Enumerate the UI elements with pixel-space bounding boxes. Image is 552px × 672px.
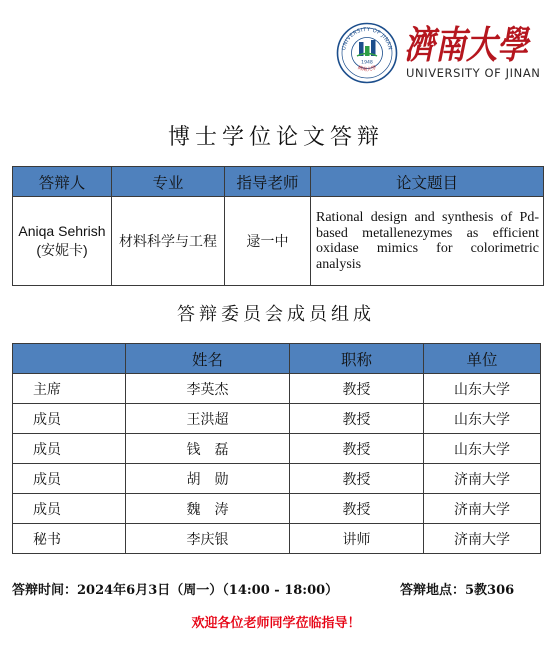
header-student: 答辩人 <box>13 167 112 197</box>
advisor-cell: 逯一中 <box>225 197 311 286</box>
thesis-header-row <box>13 167 544 197</box>
defense-time: 答辩时间：2024年6月3日（周一）（14:00 - 18:00） <box>12 583 339 598</box>
member-unit: 山东大学 <box>424 374 541 404</box>
member-role: 成员 <box>13 434 126 464</box>
committee-row <box>13 374 541 404</box>
committee-row <box>13 524 541 554</box>
header-title: 职称 <box>290 344 424 374</box>
member-name: 王洪超 <box>126 404 290 434</box>
thesis-topic-cell: Rational design and synthesis of Pd-based metallenezymes as efficient oxidase mimics for colorimetric analysis <box>311 197 544 286</box>
member-unit: 济南大学 <box>424 524 541 554</box>
member-name: 魏 涛 <box>126 494 290 524</box>
member-role: 成员 <box>13 464 126 494</box>
member-name: 李英杰 <box>126 374 290 404</box>
member-title: 教授 <box>290 374 424 404</box>
committee-title: 答辩委员会成员组成 <box>177 304 375 325</box>
member-role: 成员 <box>13 404 126 434</box>
welcome-message: 欢迎各位老师同学莅临指导！ <box>191 616 361 631</box>
member-unit: 济南大学 <box>424 464 541 494</box>
committee-table <box>12 343 541 554</box>
member-name: 李庆银 <box>126 524 290 554</box>
committee-row <box>13 404 541 434</box>
committee-row <box>13 494 541 524</box>
seal-year: 1948 <box>361 60 373 66</box>
member-unit: 山东大学 <box>424 434 541 464</box>
member-name: 钱 磊 <box>126 434 290 464</box>
seal-top-text: UNIVERSITY OF JINAN <box>341 26 393 51</box>
major-cell: 材料科学与工程 <box>112 197 225 286</box>
committee-row <box>13 464 541 494</box>
university-seal-icon <box>336 22 398 84</box>
page-title: 博士学位论文答辩 <box>167 125 384 150</box>
member-role: 秘书 <box>13 524 126 554</box>
member-title: 教授 <box>290 434 424 464</box>
seal-bottom-text: 濟南大學 <box>356 64 378 74</box>
header-advisor: 指导老师 <box>225 167 311 197</box>
member-title: 教授 <box>290 464 424 494</box>
committee-header-row <box>13 344 541 374</box>
member-title: 教授 <box>290 494 424 524</box>
header-unit: 单位 <box>424 344 541 374</box>
member-name: 胡 勋 <box>126 464 290 494</box>
university-logo <box>336 14 541 86</box>
brand-cn-text: 濟南大學 <box>404 22 532 67</box>
member-role: 主席 <box>13 374 126 404</box>
header-major: 专业 <box>112 167 225 197</box>
brand-english-name: UNIVERSITY OF JINAN <box>406 66 541 80</box>
defense-location: 答辩地点：5教306 <box>400 583 515 598</box>
member-title: 讲师 <box>290 524 424 554</box>
student-name-cn: (安妮卡) <box>36 242 88 258</box>
thesis-defense-table <box>12 166 544 286</box>
committee-row <box>13 434 541 464</box>
header-role <box>13 344 126 374</box>
member-title: 教授 <box>290 404 424 434</box>
brand-calligraphy-logo <box>402 18 532 66</box>
thesis-row <box>13 197 544 286</box>
header-topic: 论文题目 <box>311 167 544 197</box>
member-unit: 济南大学 <box>424 494 541 524</box>
member-role: 成员 <box>13 494 126 524</box>
member-unit: 山东大学 <box>424 404 541 434</box>
student-cell <box>13 197 112 286</box>
header-name: 姓名 <box>126 344 290 374</box>
student-name-en: Aniqa Sehrish <box>18 223 106 239</box>
